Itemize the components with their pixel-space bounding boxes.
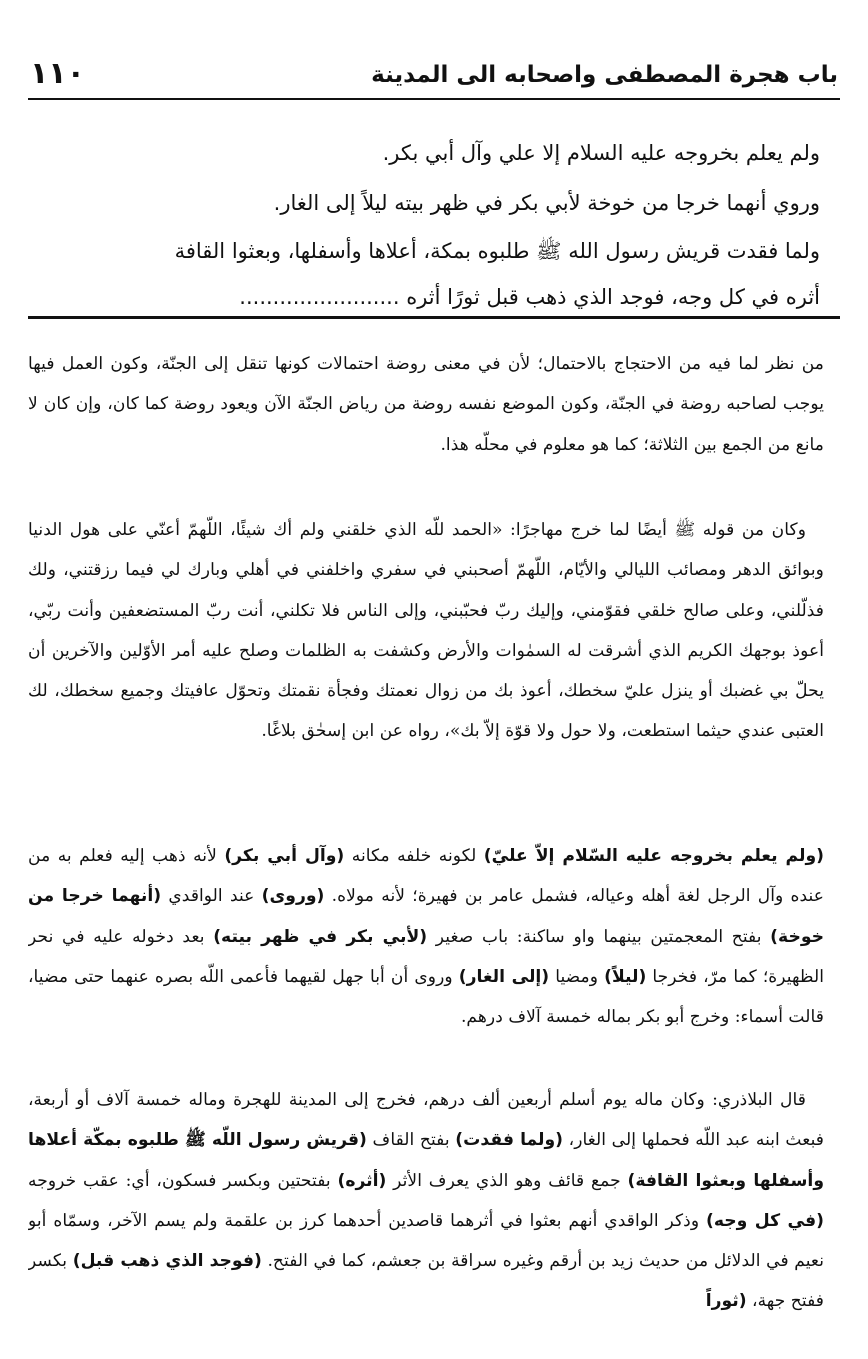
commentary-paragraph: من نظر لما فيه من الاحتجاج بالاحتمال؛ لأن في معنى روضة احتمالات كونها تنقل إلى الجنّة، وكون العمل فيها يوجب لصاحبه روضة في الجنّة، وكون الموضع نفسه روضة من رياض الجنّة الآن ويعود روضة كما كان، وإن كان لا مانع من الجمع بين الثلاثة؛ كما هو معلوم في محلّه هذا.	[28, 354, 824, 455]
main-text-separator	[28, 316, 840, 319]
commentary	[28, 344, 824, 1349]
commentary-text: لكونه خلفه مكانه	[344, 846, 484, 866]
quoted-matn: (قريش رسول اللّه ﷺ طلبوه بمكّة أعلاها وأسفلها وبعثوا القافة)	[28, 1130, 824, 1191]
main-text-line: وروي أنهما خرجا من خوخة لأبي بكر في ظهر بيته ليلاً إلى الغار.	[273, 191, 820, 215]
quoted-matn: (ليلاً)	[604, 966, 647, 987]
quoted-matn: (أنهما خرجا من خوخة)	[28, 886, 824, 947]
header-rule	[28, 98, 840, 100]
quoted-matn: (لأبي بكر في ظهر بيته)	[213, 926, 428, 947]
commentary-text: ومضيا	[549, 966, 605, 987]
page-header	[30, 56, 838, 96]
main-text-line	[28, 272, 820, 322]
commentary-text: وروى أن أبا جهل لقيهما فأعمى اللّه بصره عنهما حتى مضيا، قالت أسماء: وخرج أبو بكر بماله خمسة آلاف درهم.	[28, 966, 824, 1028]
commentary-text: وذكر الواقدي أنهم بعثوا في أثرهما قاصدين أحدهما كرز بن علقمة ولم يسم الآخر، وسمّاه أبو نعيم في الدلائل من حديث زيد بن أرقم وغيره سراقة بن جعشم، كما في الفتح.	[28, 1210, 824, 1272]
page-number: ١١٠	[30, 56, 85, 91]
commentary-paragraph	[28, 1080, 824, 1322]
commentary-paragraph: وكان من قوله ﷺ أيضًا لما خرج مهاجرًا: «الحمد للّه الذي خلقني ولم أك شيئًا، اللّهمّ أعنّي على هول الدنيا وبوائق الدهر ومصائب الليالي والأيّام، اللّهمّ أصحبني في سفري واخلفني في أهلي وبارك لي فيما رزقتني، ولك فذلّلني، وعلى صالح خلقي فقوّمني، وإليك ربّ فحبّبني، وإلى الناس فلا تكلني، أنت ربّ المستضعفين وأنت ربّي، أعوذ بوجهك الكريم الذي أشرقت له السمٰوات والأرض وكشفت به الظلمات وصلح عليه أمر الأوّلين والآخرين أن يحلّ بي غضبك أو ينزل عليّ سخطك، أعوذ بك من زوال نعمتك وفجأة نقمتك وتحوّل عافيتك وجميع سخطك، لك العتبى عندي حيثما استطعت، ولا حول ولا قوّة إلاّ بك»، رواه عن ابن إسحٰق بلاغًا.	[28, 520, 824, 742]
commentary-paragraph	[28, 836, 824, 1076]
commentary-text: جمع قائف وهو الذي يعرف الأثر	[386, 1170, 628, 1191]
chapter-title: باب هجرة المصطفى واصحابه الى المدينة	[371, 62, 838, 88]
quoted-matn: (في كل وجه)	[706, 1210, 824, 1231]
quoted-matn: (وروى)	[261, 886, 325, 907]
commentary-text: عند الواقدي	[161, 886, 262, 907]
main-text-line: ولم يعلم بخروجه عليه السلام إلا علي وآل أبي بكر.	[382, 141, 820, 165]
quoted-matn: (وآل أبي بكر)	[224, 846, 345, 866]
quoted-matn: (ثوراً	[705, 1291, 747, 1312]
quoted-matn: (ولم يعلم بخروجه عليه السّلام إلاّ عليّ)	[483, 846, 824, 866]
ellipsis-dots: ........................	[239, 285, 400, 309]
main-text-line-content: أثره في كل وجه، فوجد الذي ذهب قبل ثورًا أثره	[406, 285, 820, 309]
commentary-text: بفتح القاف	[366, 1130, 456, 1151]
commentary-text: بفتحتين وبكسر فسكون، أي: عقب خروجه	[28, 1170, 338, 1191]
commentary-text: بفتح المعجمتين بينهما واو ساكنة: باب صغير	[427, 926, 771, 947]
commentary-text: بعد دخوله عليه في نحر الظهيرة؛ كما مرّ، فخرجا	[28, 926, 824, 987]
quoted-matn: (ولما فقدت)	[455, 1130, 564, 1151]
quoted-matn: (إلى الغار)	[458, 966, 550, 987]
main-text-line: ولما فقدت قريش رسول الله ﷺ طلبوه بمكة، أعلاها وأسفلها، وبعثوا القافة	[174, 239, 820, 263]
quoted-matn: (أثره)	[337, 1170, 387, 1191]
commentary-text: قال البلاذري: وكان ماله يوم أسلم أربعين ألف درهم، فخرج إلى المدينة للهجرة وماله خمسة آلاف أو أربعة، فبعث ابنه عبد اللّه فحملها إلى الغار،	[28, 1090, 824, 1151]
commentary-text: بكسر ففتح جهة،	[28, 1251, 824, 1312]
commentary-text: لأنه ذهب إليه فعلم به من عنده وآل الرجل لغة أهله وعياله، فشمل عامر بن فهيرة؛ لأنه مولاه.	[28, 846, 824, 907]
quoted-matn: (فوجد الذي ذهب قبل)	[72, 1251, 262, 1272]
